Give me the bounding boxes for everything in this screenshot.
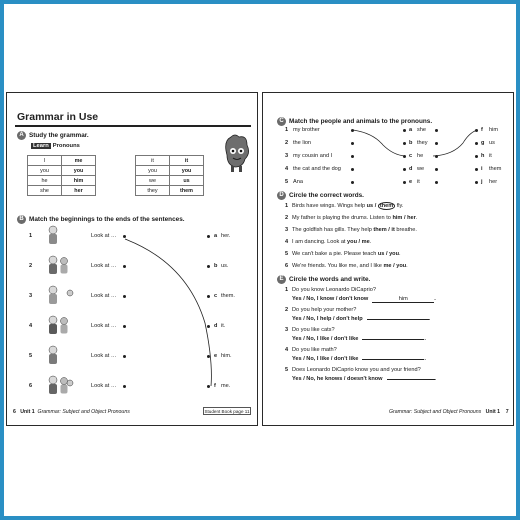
match-dot[interactable] xyxy=(475,168,478,171)
table-row xyxy=(28,156,96,166)
person-label: my brother xyxy=(293,127,320,133)
match-dot[interactable] xyxy=(207,295,210,298)
option-word[interactable]: you xyxy=(347,239,357,245)
ending-letter: a xyxy=(214,233,218,239)
match-dot[interactable] xyxy=(207,235,210,238)
item-number: 5 xyxy=(285,251,289,257)
question-line xyxy=(285,307,356,313)
pronoun-letter: c xyxy=(409,153,413,159)
item-number: 3 xyxy=(285,153,289,159)
unit-label: Unit 1 xyxy=(485,409,501,415)
item-number: 2 xyxy=(285,307,289,313)
section-d-text: Circle the correct words. xyxy=(289,192,364,200)
section-a-text: Study the grammar. xyxy=(29,132,89,140)
answer-line xyxy=(292,376,436,382)
answer-options[interactable]: Yes / No, I like / don't like xyxy=(292,356,359,362)
pronoun-letter: b xyxy=(409,140,413,146)
sentence-text: The goldfish has gills. They help xyxy=(292,227,374,233)
match-dot[interactable] xyxy=(351,142,354,145)
person-label: the cat and the dog xyxy=(293,166,341,172)
pronoun-letter: i xyxy=(481,166,483,172)
option-word[interactable]: you xyxy=(396,263,407,269)
option-separator: / xyxy=(357,239,362,245)
circle-sentence xyxy=(285,203,404,209)
item-number: 6 xyxy=(285,263,289,269)
option-word[interactable]: him xyxy=(392,215,403,221)
item-number: 1 xyxy=(285,287,289,293)
section-a-heading xyxy=(17,131,89,140)
sentence-text: We're friends. You like me, and I like xyxy=(292,263,384,269)
subject-pronoun-cell: we xyxy=(136,176,170,186)
sentence-text: . xyxy=(399,251,401,257)
answer-options[interactable]: Yes / No, I know / don't know xyxy=(292,296,369,302)
question-text: Do you help your mother? xyxy=(292,307,357,313)
section-letter: D xyxy=(277,191,286,200)
student-book-ref: Student Book page 11 xyxy=(204,409,250,414)
sentence-beginning: Look at … xyxy=(91,263,117,269)
write-in-blank[interactable] xyxy=(387,379,435,380)
subject-pronoun-cell: I xyxy=(28,156,62,166)
sentence-text: . xyxy=(406,263,408,269)
person-label: Ana xyxy=(293,179,303,185)
subject-pronoun-cell: you xyxy=(136,166,170,176)
learn-label xyxy=(31,143,83,151)
blank-period: . xyxy=(424,336,426,342)
sentence-ending: us. xyxy=(221,263,229,269)
blank-period: . xyxy=(428,316,431,322)
option-word[interactable]: me xyxy=(383,263,392,269)
ending-letter: e xyxy=(214,353,218,359)
illustration-thumbnail xyxy=(41,313,75,337)
answer-options[interactable]: Yes / No, I like / don't like xyxy=(292,336,359,342)
circle-sentence xyxy=(285,227,417,233)
match-dot[interactable] xyxy=(123,325,126,328)
page-number: 6 xyxy=(13,409,16,415)
learn-text: Pronouns xyxy=(52,143,80,149)
sentence-ending: it. xyxy=(221,323,226,329)
ending-letter: c xyxy=(214,293,218,299)
table-row xyxy=(28,176,96,186)
match-number: 2 xyxy=(29,263,33,269)
match-dot[interactable] xyxy=(207,385,210,388)
subject-pronoun: we xyxy=(417,166,425,172)
sentence-ending: him. xyxy=(221,353,232,359)
item-number: 2 xyxy=(285,215,289,221)
object-pronoun-cell: us xyxy=(170,176,204,186)
sentence-text: We can't bake a pie. Please teach xyxy=(292,251,378,257)
page-number: 7 xyxy=(505,409,509,415)
object-pronoun-cell: you xyxy=(62,166,96,176)
option-word[interactable]: us xyxy=(377,251,385,257)
section-b-text: Match the beginnings to the ends of the sentences. xyxy=(29,216,185,224)
item-number: 4 xyxy=(285,166,289,172)
sentence-text: . xyxy=(369,239,372,245)
sentence-beginning: Look at … xyxy=(91,323,117,329)
ending-letter: d xyxy=(214,323,218,329)
circle-sentence xyxy=(285,215,417,221)
circle-sentence xyxy=(285,239,371,245)
sentence-beginning: Look at … xyxy=(91,353,117,359)
match-dot[interactable] xyxy=(435,168,438,171)
option-word[interactable]: them xyxy=(373,227,387,233)
sentence-ending: me. xyxy=(221,383,231,389)
option-separator: / xyxy=(373,203,378,209)
section-c-text: Match the people and animals to the pronouns. xyxy=(289,118,433,126)
option-separator: / xyxy=(402,215,408,221)
left-footer xyxy=(13,409,130,415)
section-letter: B xyxy=(17,215,26,224)
footer-topic: Grammar: Subject and Object Pronouns xyxy=(389,409,482,415)
match-dot[interactable] xyxy=(475,155,478,158)
table-row xyxy=(136,156,204,166)
illustration-thumbnail xyxy=(41,253,75,277)
illustration-thumbnail xyxy=(41,283,75,307)
table-row xyxy=(136,176,204,186)
ending-letter: f xyxy=(214,383,216,389)
option-word[interactable]: me xyxy=(361,239,370,245)
blank-period: . xyxy=(424,356,426,362)
match-dot[interactable] xyxy=(207,265,210,268)
illustration-thumbnail xyxy=(41,373,75,397)
match-dot[interactable] xyxy=(207,355,210,358)
circle-sentence xyxy=(285,263,408,269)
answer-line xyxy=(292,316,430,322)
subject-pronoun-cell: you xyxy=(28,166,62,176)
item-number: 1 xyxy=(285,127,289,133)
question-line xyxy=(285,327,335,333)
question-text: Do you like math? xyxy=(292,347,337,353)
pronoun-letter: j xyxy=(481,179,483,185)
option-word[interactable]: her xyxy=(407,215,416,221)
right-footer xyxy=(389,409,509,415)
object-pronoun-cell: him xyxy=(62,176,96,186)
option-separator: / xyxy=(391,263,397,269)
write-in-blank[interactable] xyxy=(367,319,429,320)
sentence-ending: her. xyxy=(221,233,231,239)
object-pronoun: him xyxy=(489,127,499,133)
match-dot[interactable] xyxy=(475,142,478,145)
match-dot[interactable] xyxy=(123,295,126,298)
match-dot[interactable] xyxy=(123,355,126,358)
object-pronoun-cell: it xyxy=(170,156,204,166)
write-in-blank[interactable] xyxy=(362,359,424,360)
question-line xyxy=(285,347,337,353)
section-e-text: Circle the words and write. xyxy=(289,276,371,284)
match-number: 6 xyxy=(29,383,33,389)
illustration-thumbnail xyxy=(41,343,75,367)
table-row xyxy=(28,186,96,196)
pronoun-letter: g xyxy=(481,140,485,146)
blank-period: . xyxy=(434,296,436,302)
sentence-text: fly. xyxy=(395,203,404,209)
table-row xyxy=(136,186,204,196)
match-number: 4 xyxy=(29,323,33,329)
match-number: 1 xyxy=(29,233,33,239)
section-d-heading xyxy=(277,191,364,200)
match-dot[interactable] xyxy=(403,155,406,158)
pronoun-letter: h xyxy=(481,153,485,159)
circle-sentence xyxy=(285,251,401,257)
footer-topic: Grammar: Subject and Object Pronouns xyxy=(37,409,130,415)
learn-tag: Learn xyxy=(33,143,49,149)
object-pronoun-cell: them xyxy=(170,186,204,196)
answer-options[interactable]: Yes / No, he knows / doesn't know xyxy=(292,376,383,382)
item-number: 4 xyxy=(285,347,289,353)
section-e-heading xyxy=(277,275,370,284)
match-dot[interactable] xyxy=(351,155,354,158)
write-in-blank[interactable]: him xyxy=(372,296,434,303)
sentence-beginning: Look at … xyxy=(91,233,117,239)
match-dot[interactable] xyxy=(351,168,354,171)
question-line xyxy=(285,367,421,373)
section-c-heading xyxy=(277,117,432,126)
question-text: Does Leonardo DiCaprio know you and your friend? xyxy=(292,367,421,373)
subject-pronoun-cell: it xyxy=(136,156,170,166)
answer-line xyxy=(292,336,426,342)
item-number: 2 xyxy=(285,140,289,146)
match-dot[interactable] xyxy=(475,129,478,132)
item-number: 5 xyxy=(285,179,289,185)
object-pronoun: us xyxy=(489,140,495,146)
person-label: my cousin and I xyxy=(293,153,333,159)
match-dot[interactable] xyxy=(403,129,406,132)
question-text: Do you like cats? xyxy=(292,327,335,333)
match-dot[interactable] xyxy=(475,181,478,184)
subject-pronoun-cell: he xyxy=(28,176,62,186)
option-word[interactable]: it xyxy=(391,227,395,233)
match-dot[interactable] xyxy=(403,168,406,171)
match-dot[interactable] xyxy=(207,325,210,328)
table-row xyxy=(28,166,96,176)
sentence-text: My father is playing the drums. Listen to xyxy=(292,215,393,221)
sentence-beginning: Look at … xyxy=(91,293,117,299)
object-pronoun-cell: her xyxy=(62,186,96,196)
object-pronoun-cell: me xyxy=(62,156,96,166)
section-letter: C xyxy=(277,117,286,126)
subject-pronoun-cell: they xyxy=(136,186,170,196)
match-dot[interactable] xyxy=(435,142,438,145)
match-number: 5 xyxy=(29,353,33,359)
match-dot[interactable] xyxy=(123,385,126,388)
ending-letter: b xyxy=(214,263,218,269)
blank-period: . xyxy=(434,376,437,382)
object-pronoun-cell: you xyxy=(170,166,204,176)
match-dot[interactable] xyxy=(403,181,406,184)
workbook-page-left xyxy=(6,92,258,426)
sentence-ending: them. xyxy=(221,293,235,299)
section-letter: A xyxy=(17,131,26,140)
answer-line xyxy=(292,356,426,362)
unit-label: Unit 1 xyxy=(20,409,35,415)
subject-pronoun: they xyxy=(417,140,428,146)
table-row xyxy=(136,166,204,176)
workbook-page-right xyxy=(262,92,514,426)
write-in-blank[interactable] xyxy=(362,339,424,340)
match-dot[interactable] xyxy=(435,129,438,132)
object-pronoun: her xyxy=(489,179,498,185)
match-dot[interactable] xyxy=(351,129,354,132)
subject-pronoun: he xyxy=(417,153,424,159)
option-word[interactable]: them xyxy=(379,203,394,209)
match-number: 3 xyxy=(29,293,33,299)
item-number: 3 xyxy=(285,327,289,333)
option-separator: / xyxy=(386,227,392,233)
person-label: the lion xyxy=(293,140,312,146)
match-dot[interactable] xyxy=(403,142,406,145)
mascot-illustration xyxy=(221,133,251,173)
item-number: 3 xyxy=(285,227,289,233)
question-line xyxy=(285,287,376,293)
answer-line xyxy=(292,296,436,303)
question-text: Do you know Leonardo DiCaprio? xyxy=(292,287,376,293)
item-number: 1 xyxy=(285,203,289,209)
sentence-text: . xyxy=(415,215,418,221)
page-title-bar xyxy=(15,107,251,127)
pronoun-letter: a xyxy=(409,127,413,133)
object-pronoun: them xyxy=(489,166,502,172)
object-pronoun: it xyxy=(489,153,492,159)
illustration-thumbnail xyxy=(41,223,75,247)
option-separator: / xyxy=(384,251,390,257)
match-dot[interactable] xyxy=(435,181,438,184)
match-dot[interactable] xyxy=(123,235,126,238)
sentence-text: Birds have wings. Wings help xyxy=(292,203,367,209)
subject-pronoun: she xyxy=(417,127,427,133)
item-number: 4 xyxy=(285,239,289,245)
pronoun-table-1 xyxy=(27,155,96,196)
item-number: 5 xyxy=(285,367,289,373)
answer-options[interactable]: Yes / No, I help / don't help xyxy=(292,316,363,322)
pronoun-letter: f xyxy=(481,127,483,133)
sentence-text: I am dancing. Look at xyxy=(292,239,348,245)
subject-pronoun: it xyxy=(417,179,420,185)
option-word[interactable]: you xyxy=(389,251,400,257)
match-dot[interactable] xyxy=(351,181,354,184)
pronoun-letter: d xyxy=(409,166,413,172)
pronoun-table-2 xyxy=(135,155,204,196)
match-dot[interactable] xyxy=(123,265,126,268)
section-letter: E xyxy=(277,275,286,284)
sentence-beginning: Look at … xyxy=(91,383,117,389)
option-word[interactable]: us xyxy=(366,203,374,209)
match-dot[interactable] xyxy=(435,155,438,158)
page-title: Grammar in Use xyxy=(17,111,99,123)
pronoun-letter: e xyxy=(409,179,413,185)
sentence-text: breathe. xyxy=(394,227,417,233)
subject-pronoun-cell: she xyxy=(28,186,62,196)
